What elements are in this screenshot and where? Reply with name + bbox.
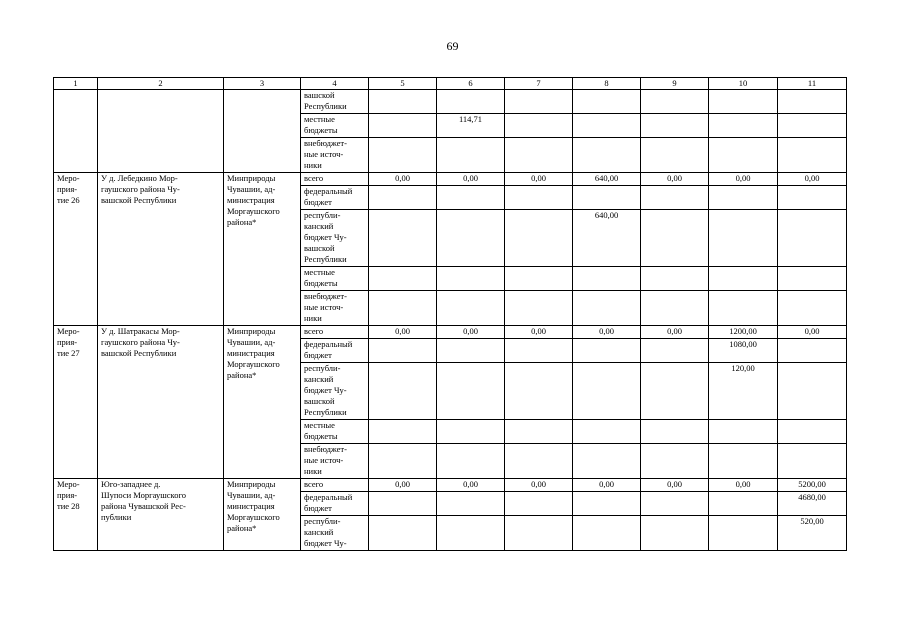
value-cell bbox=[505, 516, 573, 551]
value-cell bbox=[573, 363, 641, 420]
value-cell bbox=[573, 267, 641, 291]
value-cell: 0,00 bbox=[709, 479, 778, 492]
value-cell bbox=[505, 210, 573, 267]
value-cell bbox=[778, 114, 847, 138]
value-cell: 0,00 bbox=[778, 326, 847, 339]
funding-source: республи- канский бюджет Чу- вашской Республики bbox=[301, 210, 369, 267]
funding-source: внебюджет- ные источ- ники bbox=[301, 138, 369, 173]
value-cell bbox=[641, 114, 709, 138]
value-cell: 0,00 bbox=[641, 326, 709, 339]
event-name: У д. Лебедкино Мор- гаушского района Чу- вашской Республики bbox=[98, 173, 224, 326]
value-cell: 0,00 bbox=[369, 173, 437, 186]
value-cell bbox=[437, 186, 505, 210]
value-cell: 0,00 bbox=[437, 173, 505, 186]
value-cell bbox=[641, 210, 709, 267]
value-cell: 0,00 bbox=[505, 173, 573, 186]
value-cell bbox=[778, 210, 847, 267]
event-id: Меро- прия- тие 26 bbox=[54, 173, 98, 326]
value-cell bbox=[505, 363, 573, 420]
value-cell bbox=[641, 90, 709, 114]
value-cell bbox=[641, 339, 709, 363]
value-cell bbox=[573, 186, 641, 210]
funding-source: федеральный бюджет bbox=[301, 186, 369, 210]
column-header: 7 bbox=[505, 78, 573, 90]
value-cell bbox=[778, 186, 847, 210]
value-cell: 0,00 bbox=[369, 479, 437, 492]
funding-source: всего bbox=[301, 326, 369, 339]
column-header: 10 bbox=[709, 78, 778, 90]
value-cell bbox=[641, 138, 709, 173]
value-cell: 0,00 bbox=[505, 479, 573, 492]
value-cell: 0,00 bbox=[505, 326, 573, 339]
value-cell bbox=[709, 210, 778, 267]
value-cell bbox=[641, 267, 709, 291]
value-cell bbox=[437, 339, 505, 363]
value-cell bbox=[437, 420, 505, 444]
value-cell bbox=[641, 492, 709, 516]
value-cell bbox=[709, 516, 778, 551]
value-cell bbox=[369, 444, 437, 479]
event-executor: Минприроды Чувашии, ад- министрация Моргаушского района* bbox=[224, 326, 301, 479]
value-cell bbox=[369, 138, 437, 173]
value-cell: 0,00 bbox=[437, 479, 505, 492]
value-cell bbox=[709, 492, 778, 516]
value-cell bbox=[437, 90, 505, 114]
value-cell: 0,00 bbox=[778, 173, 847, 186]
value-cell bbox=[369, 492, 437, 516]
value-cell bbox=[437, 138, 505, 173]
value-cell bbox=[778, 90, 847, 114]
value-cell bbox=[369, 516, 437, 551]
column-header: 5 bbox=[369, 78, 437, 90]
value-cell bbox=[505, 420, 573, 444]
funding-source: местные бюджеты bbox=[301, 267, 369, 291]
value-cell bbox=[573, 339, 641, 363]
table-row bbox=[54, 326, 847, 339]
column-header: 2 bbox=[98, 78, 224, 90]
value-cell: 120,00 bbox=[709, 363, 778, 420]
value-cell: 520,00 bbox=[778, 516, 847, 551]
value-cell: 0,00 bbox=[573, 326, 641, 339]
funding-source: внебюджет- ные источ- ники bbox=[301, 444, 369, 479]
value-cell bbox=[505, 267, 573, 291]
empty-cell bbox=[54, 90, 98, 173]
event-executor: Минприроды Чувашии, ад- министрация Моргаушского района* bbox=[224, 479, 301, 551]
value-cell bbox=[437, 492, 505, 516]
value-cell bbox=[573, 90, 641, 114]
funding-source: всего bbox=[301, 173, 369, 186]
column-header: 9 bbox=[641, 78, 709, 90]
table-row bbox=[54, 479, 847, 492]
value-cell bbox=[573, 444, 641, 479]
value-cell bbox=[709, 267, 778, 291]
event-id: Меро- прия- тие 28 bbox=[54, 479, 98, 551]
funding-source: вашской Республики bbox=[301, 90, 369, 114]
value-cell bbox=[709, 90, 778, 114]
funding-source: федеральный бюджет bbox=[301, 492, 369, 516]
funding-source: всего bbox=[301, 479, 369, 492]
column-header: 8 bbox=[573, 78, 641, 90]
value-cell bbox=[778, 420, 847, 444]
value-cell bbox=[437, 516, 505, 551]
value-cell bbox=[709, 138, 778, 173]
value-cell: 4680,00 bbox=[778, 492, 847, 516]
table-row bbox=[54, 173, 847, 186]
value-cell bbox=[709, 186, 778, 210]
value-cell bbox=[369, 363, 437, 420]
value-cell: 0,00 bbox=[709, 173, 778, 186]
value-cell bbox=[369, 210, 437, 267]
value-cell: 0,00 bbox=[369, 326, 437, 339]
value-cell bbox=[573, 516, 641, 551]
value-cell bbox=[778, 444, 847, 479]
value-cell bbox=[437, 363, 505, 420]
funding-source: местные бюджеты bbox=[301, 420, 369, 444]
column-header: 4 bbox=[301, 78, 369, 90]
value-cell: 0,00 bbox=[641, 479, 709, 492]
value-cell bbox=[641, 186, 709, 210]
page-number: 69 bbox=[446, 39, 459, 53]
value-cell bbox=[573, 114, 641, 138]
value-cell bbox=[641, 291, 709, 326]
value-cell bbox=[505, 90, 573, 114]
empty-cell bbox=[224, 90, 301, 173]
value-cell bbox=[641, 444, 709, 479]
empty-cell bbox=[98, 90, 224, 173]
funding-source: внебюджет- ные источ- ники bbox=[301, 291, 369, 326]
value-cell bbox=[573, 492, 641, 516]
value-cell: 1200,00 bbox=[709, 326, 778, 339]
value-cell: 0,00 bbox=[641, 173, 709, 186]
value-cell bbox=[505, 444, 573, 479]
event-executor: Минприроды Чувашии, ад- министрация Моргаушского района* bbox=[224, 173, 301, 326]
funding-source: федеральный бюджет bbox=[301, 339, 369, 363]
event-name: Юго-западнее д. Шупоси Моргаушского района Чувашской Рес- публики bbox=[98, 479, 224, 551]
value-cell bbox=[778, 267, 847, 291]
value-cell bbox=[778, 339, 847, 363]
budget-table bbox=[53, 77, 847, 551]
funding-source: местные бюджеты bbox=[301, 114, 369, 138]
value-cell bbox=[369, 339, 437, 363]
value-cell bbox=[505, 492, 573, 516]
value-cell bbox=[505, 114, 573, 138]
value-cell: 0,00 bbox=[573, 479, 641, 492]
value-cell: 0,00 bbox=[437, 326, 505, 339]
value-cell bbox=[709, 420, 778, 444]
funding-source: республи- канский бюджет Чу- bbox=[301, 516, 369, 551]
value-cell bbox=[505, 339, 573, 363]
value-cell bbox=[573, 420, 641, 444]
event-name: У д. Шатракасы Мор- гаушского района Чу- вашской Республики bbox=[98, 326, 224, 479]
value-cell bbox=[573, 291, 641, 326]
value-cell bbox=[641, 420, 709, 444]
column-header: 1 bbox=[54, 78, 98, 90]
value-cell bbox=[709, 291, 778, 326]
value-cell bbox=[369, 291, 437, 326]
value-cell bbox=[505, 291, 573, 326]
value-cell bbox=[709, 444, 778, 479]
value-cell bbox=[641, 516, 709, 551]
value-cell: 640,00 bbox=[573, 173, 641, 186]
column-number-row bbox=[54, 78, 847, 90]
column-header: 11 bbox=[778, 78, 847, 90]
value-cell bbox=[505, 186, 573, 210]
column-header: 3 bbox=[224, 78, 301, 90]
value-cell: 114,71 bbox=[437, 114, 505, 138]
value-cell bbox=[505, 138, 573, 173]
table-row bbox=[54, 90, 847, 114]
value-cell bbox=[778, 363, 847, 420]
value-cell bbox=[437, 444, 505, 479]
value-cell bbox=[437, 291, 505, 326]
value-cell: 640,00 bbox=[573, 210, 641, 267]
event-id: Меро- прия- тие 27 bbox=[54, 326, 98, 479]
value-cell bbox=[369, 186, 437, 210]
value-cell bbox=[437, 267, 505, 291]
value-cell bbox=[369, 114, 437, 138]
value-cell bbox=[369, 267, 437, 291]
value-cell bbox=[573, 138, 641, 173]
value-cell bbox=[369, 90, 437, 114]
value-cell: 1080,00 bbox=[709, 339, 778, 363]
value-cell bbox=[709, 114, 778, 138]
value-cell: 5200,00 bbox=[778, 479, 847, 492]
column-header: 6 bbox=[437, 78, 505, 90]
value-cell bbox=[778, 291, 847, 326]
funding-source: республи- канский бюджет Чу- вашской Республики bbox=[301, 363, 369, 420]
value-cell bbox=[641, 363, 709, 420]
value-cell bbox=[778, 138, 847, 173]
value-cell bbox=[369, 420, 437, 444]
value-cell bbox=[437, 210, 505, 267]
